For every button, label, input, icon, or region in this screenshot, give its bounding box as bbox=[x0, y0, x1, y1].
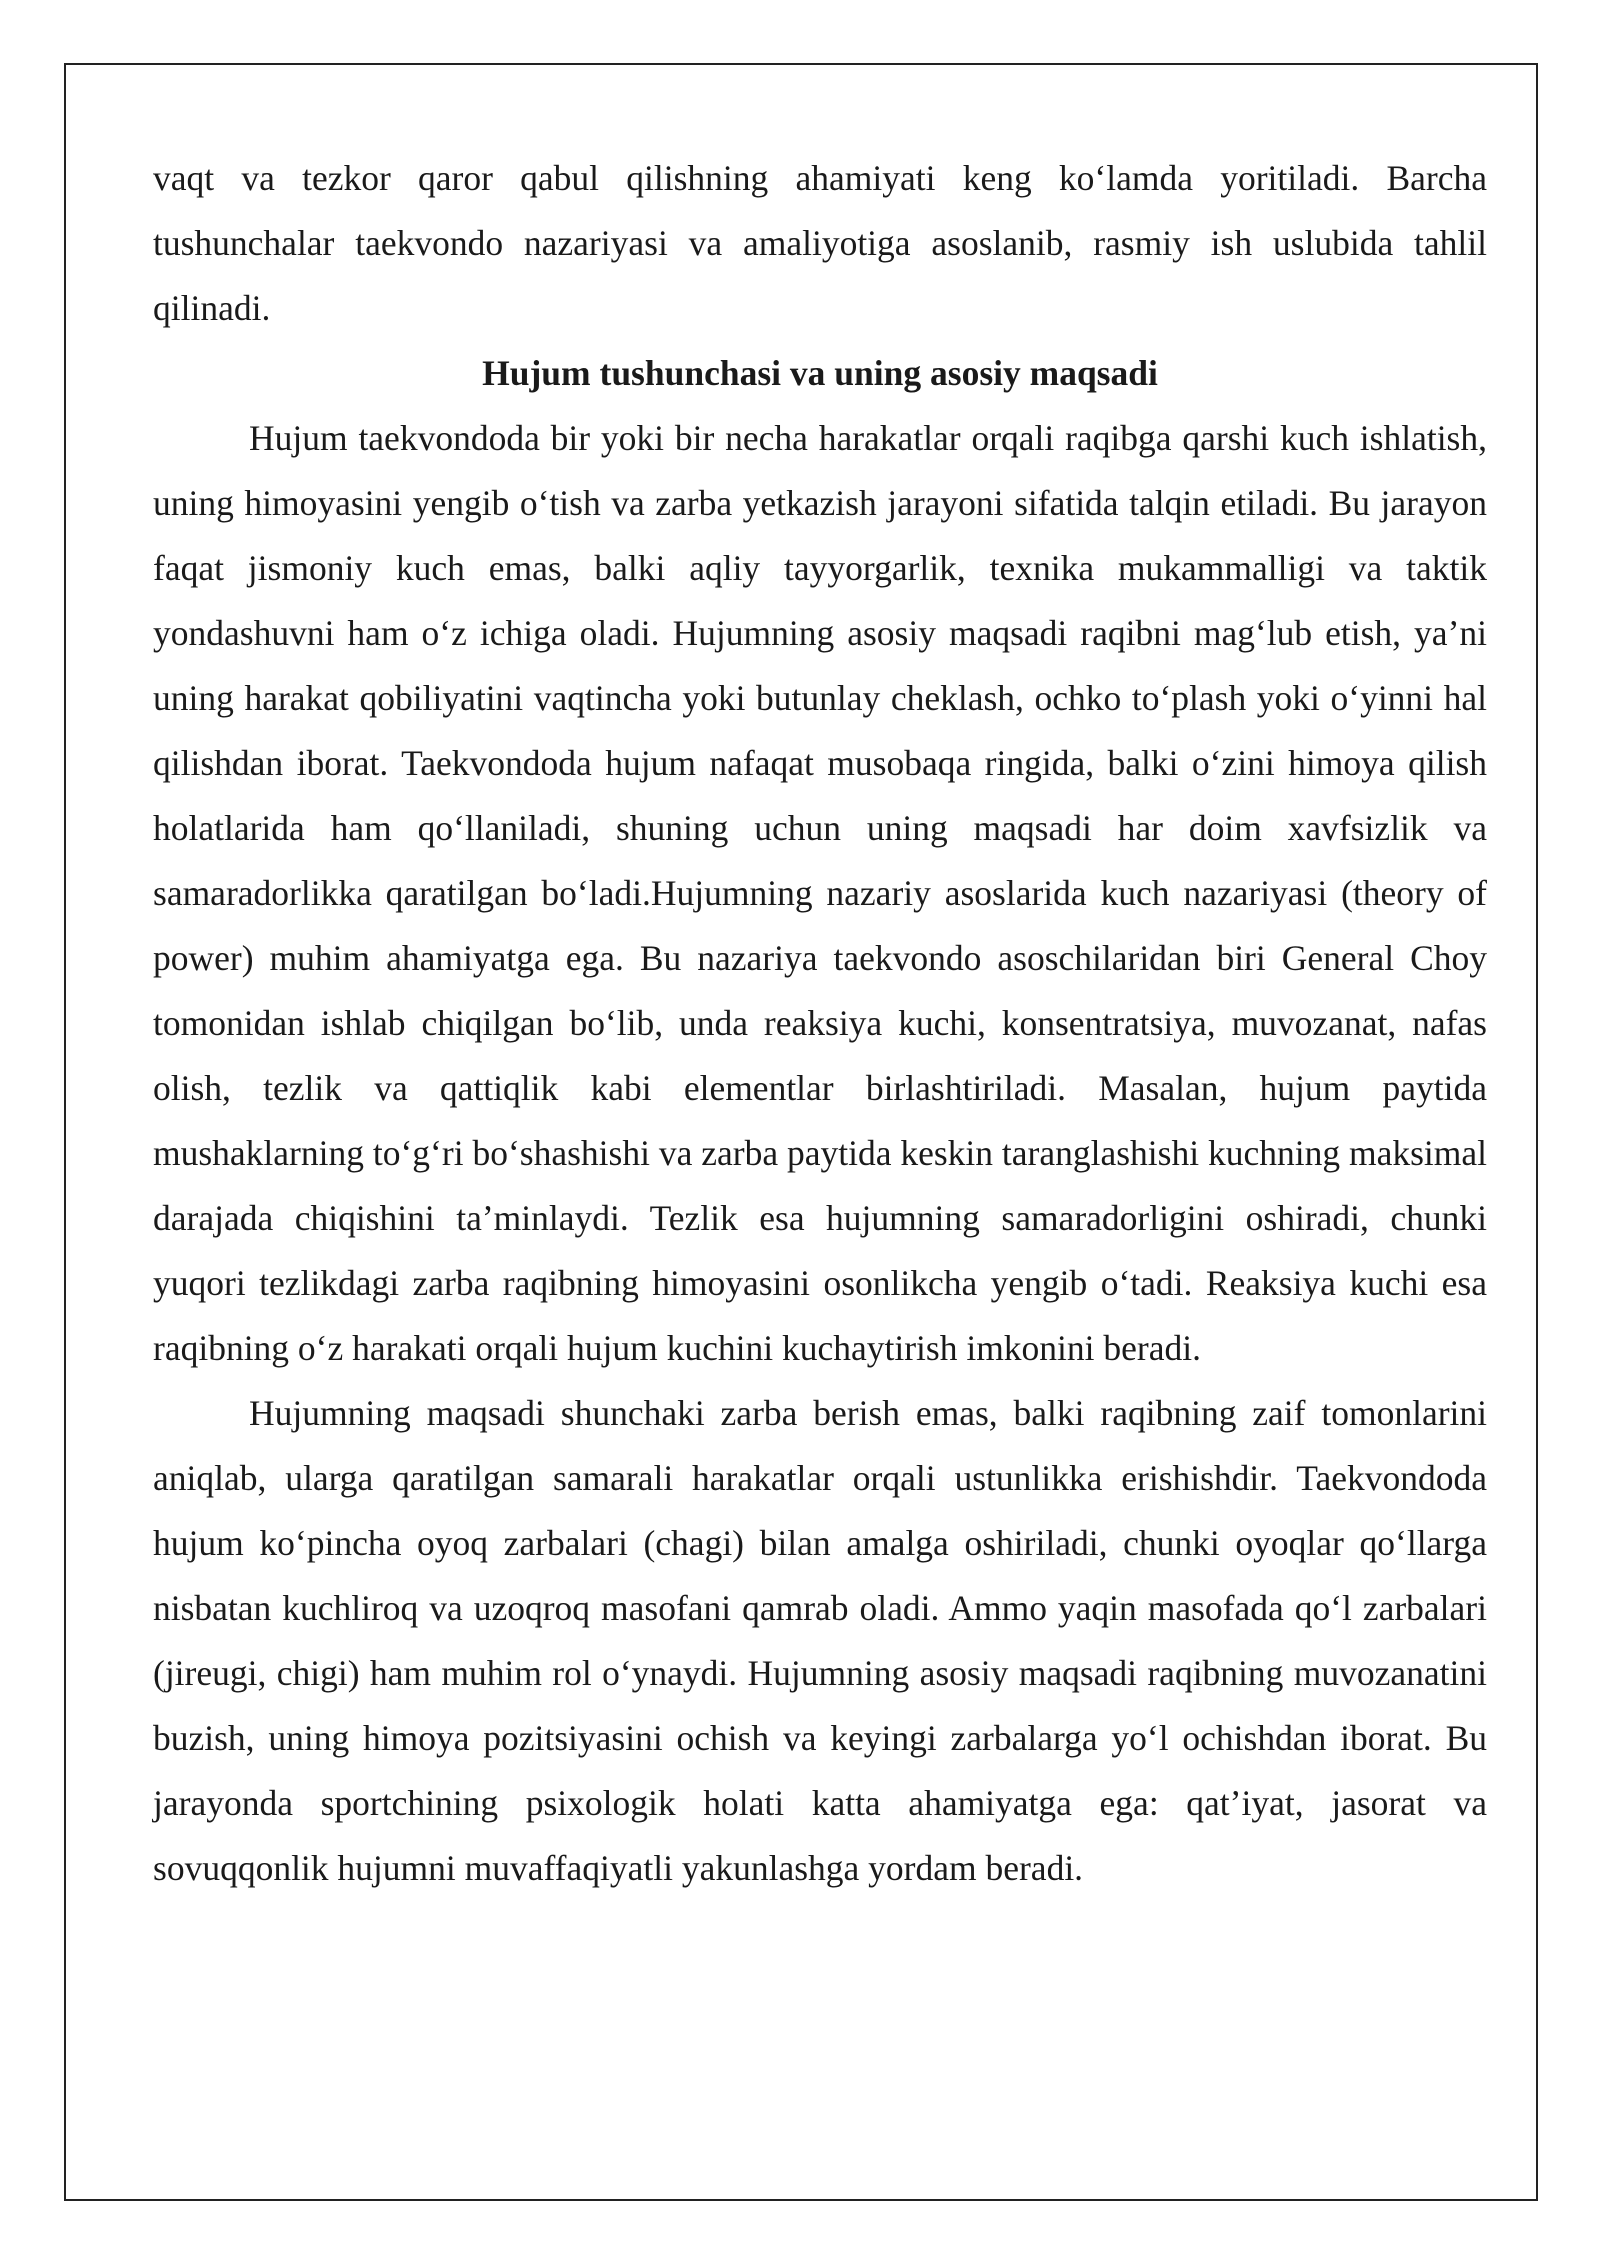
paragraph: Hujumning maqsadi shunchaki zarba berish emas, balki raqibning zaif tomonlarini aniqlab, ularga qaratilgan samarali harakatlar orqali ustunlikka erishishdir. Taekvondoda hujum koʻpincha oyoq zarbalari (chagi) bilan amalga oshiriladi, chunki oyoqlar qoʻllarga nisbatan kuchliroq va uzoqroq masofani qamrab oladi. Ammo yaqin masofada qoʻl zarbalari (jireugi, chigi) ham muhim rol oʻynaydi. Hujumning asosiy maqsadi raqibning muvozanatini buzish, uning himoya pozitsiyasini ochish va keyingi zarbalarga yoʻl ochishdan iborat. Bu jarayonda sportchining psixologik holati katta ahamiyatga ega: qatʼiyat, jasorat va sovuqqonlik hujumni muvaffaqiyatli yakunlashga yordam beradi. bbox=[153, 1393, 1487, 1888]
paragraph: Hujum taekvondoda bir yoki bir necha harakatlar orqali raqibga qarshi kuch ishlatish, uning himoyasini yengib oʻtish va zarba yetkazish jarayoni sifatida talqin etiladi. Bu jarayon faqat jismoniy kuch emas, balki aqliy tayyorgarlik, texnika mukammalligi va taktik yondashuvni ham oʻz ichiga oladi. Hujumning asosiy maqsadi raqibni magʻlub etish, yaʼni uning harakat qobiliyatini vaqtincha yoki butunlay cheklash, ochko toʻplash yoki oʻyinni hal qilishdan iborat. Taekvondoda hujum nafaqat musobaqa ringida, balki oʻzini himoya qilish holatlarida ham qoʻllaniladi, shuning uchun uning maqsadi har doim xavfsizlik va samaradorlikka qaratilgan boʻladi.Hujumning nazariy asoslarida kuch nazariyasi (theory of power) muhim ahamiyatga ega. Bu nazariya taekvondo asoschilaridan biri General Choy tomonidan ishlab chiqilgan boʻlib, unda reaksiya kuchi, konsentratsiya, muvozanat, nafas olish, tezlik va qattiqlik kabi elementlar birlashtiriladi. Masalan, hujum paytida mushaklarning toʻgʻri boʻshashishi va zarba paytida keskin taranglashishi kuchning maksimal darajada chiqishini taʼminlaydi. Tezlik esa hujumning samaradorligini oshiradi, chunki yuqori tezlikdagi zarba raqibning himoyasini osonlikcha yengib oʻtadi. Reaksiya kuchi esa raqibning oʻz harakati orqali hujum kuchini kuchaytirish imkonini beradi. bbox=[153, 418, 1487, 1368]
page-content bbox=[153, 146, 1487, 1901]
section-heading: Hujum tushunchasi va uning asosiy maqsadi bbox=[482, 353, 1158, 393]
paragraph-continuation: vaqt va tezkor qaror qabul qilishning ahamiyati keng koʻlamda yoritiladi. Barcha tushunchalar taekvondo nazariyasi va amaliyotiga asoslanib, rasmiy ish uslubida tahlil qilinadi. bbox=[153, 158, 1487, 328]
